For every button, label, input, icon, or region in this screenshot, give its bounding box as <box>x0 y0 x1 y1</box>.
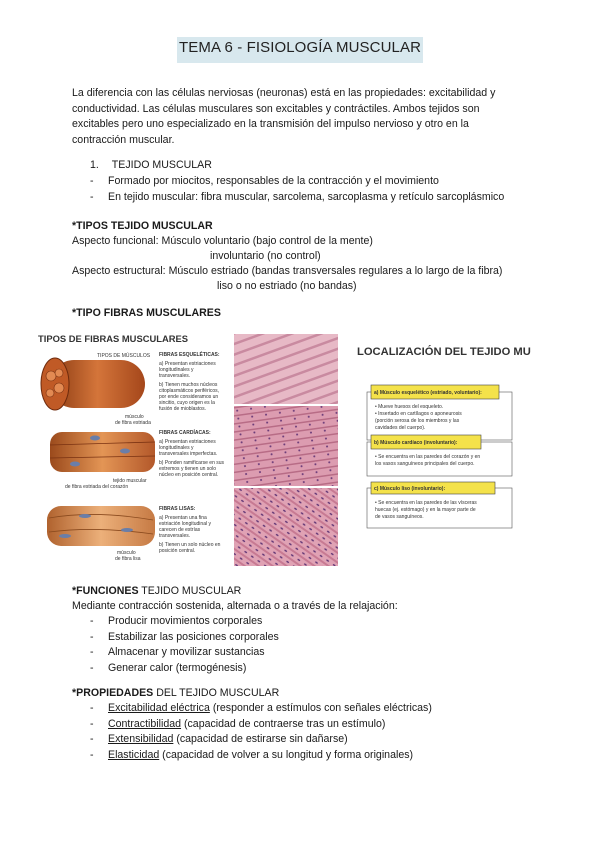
section-1-list <box>90 174 504 205</box>
list-item: - Generar calor (termogénesis) <box>90 661 279 677</box>
svg-text:posición central.: posición central. <box>159 548 196 554</box>
svg-text:longitudinales y: longitudinales y <box>159 367 194 373</box>
svg-text:longitudinales y: longitudinales y <box>159 445 194 451</box>
svg-text:a) Presentan una fina: a) Presentan una fina <box>159 515 207 521</box>
label-tejido: tejido muscular <box>113 478 147 484</box>
intro-line: excitables pero uno especializado en la transmisión del impulso nervioso y otro en la <box>72 118 469 130</box>
svg-text:carecen de estrías: carecen de estrías <box>159 527 201 533</box>
section-1-heading <box>90 158 212 174</box>
list-item <box>90 748 432 764</box>
list-item <box>90 732 432 748</box>
svg-text:estriación longitudinal y: estriación longitudinal y <box>159 521 211 527</box>
svg-text:huecas (ej. estómago) y en la: huecas (ej. estómago) y en la mayor parte de <box>375 507 476 513</box>
location-box-skeletal <box>367 385 512 440</box>
svg-text:sincitio, cuyo origen es la: sincitio, cuyo origen es la <box>159 400 215 406</box>
svg-text:b) Músculo cardíaco (involunta: b) Músculo cardíaco (involuntario): <box>374 440 458 446</box>
label-musculo: músculo <box>125 414 144 420</box>
propiedades-list <box>90 701 432 763</box>
location-box-cardiac <box>367 435 512 476</box>
heading-bold: *PROPIEDADES <box>72 687 154 699</box>
svg-text:citoplasmáticos periféricos,: citoplasmáticos periféricos, <box>159 388 220 394</box>
svg-text:transversales imperfectas.: transversales imperfectas. <box>159 451 218 457</box>
list-item: - Estabilizar las posiciones corporales <box>90 630 279 646</box>
list-item <box>90 701 432 717</box>
intro-paragraph <box>72 86 542 148</box>
property-desc: (capacidad de volver a su longitud y forma originales) <box>159 748 414 761</box>
tipos-line: liso o no estriado (no bandas) <box>217 280 357 292</box>
svg-text:b) Tienen muchos núcleos: b) Tienen muchos núcleos <box>159 382 218 388</box>
label-tipos: TIPOS DE MÚSCULOS <box>97 353 151 359</box>
svg-text:extremos y tienen un solo: extremos y tienen un solo <box>159 466 216 472</box>
property-desc: (capacidad de contraerse tras un estímulo) <box>181 717 386 730</box>
svg-text:FIBRAS ESQUELÉTICAS:: FIBRAS ESQUELÉTICAS: <box>159 352 220 358</box>
skeletal-muscle-drawing <box>41 358 145 410</box>
property-desc: (responder a estímulos con señales eléctricas) <box>209 702 432 714</box>
property-term: Contractibilidad <box>108 717 182 730</box>
location-box-smooth <box>367 482 512 528</box>
tipos-line: Aspecto estructural: Músculo estriado (bandas transversales regulares a lo largo de la fibra) <box>72 265 503 277</box>
list-item <box>90 717 432 733</box>
svg-text:transversales.: transversales. <box>159 533 191 539</box>
list-item: - En tejido muscular: fibra muscular, sarcolema, sarcoplasma y retículo sarcoplásmico <box>90 190 504 206</box>
skeletal-micrograph <box>234 334 338 404</box>
heading-rest: TEJIDO MUSCULAR <box>138 585 242 597</box>
svg-text:fusión de mioblastos.: fusión de mioblastos. <box>159 406 206 412</box>
svg-text:c) Músculo liso (involuntario): c) Músculo liso (involuntario): <box>374 486 446 492</box>
property-term: Extensibilidad <box>108 733 174 745</box>
property-term: Excitabilidad eléctrica <box>108 702 210 714</box>
smooth-micrograph <box>234 488 338 566</box>
tipos-heading: *TIPOS TEJIDO MUSCULAR <box>72 220 213 232</box>
svg-text:de vasos sanguíneos.: de vasos sanguíneos. <box>375 514 424 520</box>
list-item: - Producir movimientos corporales <box>90 614 279 630</box>
property-desc: (capacidad de estirarse sin dañarse) <box>173 733 348 745</box>
svg-text:transversales.: transversales. <box>159 373 191 379</box>
svg-text:• Insertado en cartílagos o ap: • Insertado en cartílagos o aponeurosis <box>375 411 462 417</box>
tipos-line: involuntario (no control) <box>210 250 321 262</box>
muscle-fiber-figure <box>35 330 565 570</box>
svg-text:por ende consideramos un: por ende consideramos un <box>159 394 219 400</box>
label-fibra-lisa-1: músculo <box>117 550 136 556</box>
svg-text:núcleo en posición central.: núcleo en posición central. <box>159 472 219 478</box>
label-fibra-lisa-2: de fibra lisa <box>115 556 141 562</box>
svg-text:FIBRAS LISAS:: FIBRAS LISAS: <box>159 506 196 512</box>
svg-text:a) Presentan estriaciones: a) Presentan estriaciones <box>159 361 216 367</box>
svg-text:• Mueve huesos del esqueleto.: • Mueve huesos del esqueleto. <box>375 404 444 410</box>
heading-bold: *FUNCIONES <box>72 585 139 597</box>
svg-text:a) Músculo esquelético (estria: a) Músculo esquelético (estriado, voluntario): <box>374 390 482 396</box>
label-fibra-corazon: de fibra estriada del corazón <box>65 484 129 490</box>
svg-text:(porción serosa de los miembro: (porción serosa de los miembros y las <box>375 418 460 424</box>
svg-text:los vasos sanguíneos principal: los vasos sanguíneos principales del cuerpo. <box>375 461 475 467</box>
section-title: TEJIDO MUSCULAR <box>111 159 212 171</box>
funciones-heading <box>72 584 241 600</box>
svg-text:b) Ponden ramificarse en sus: b) Ponden ramificarse en sus <box>159 460 225 466</box>
propiedades-heading <box>72 686 279 702</box>
section-number: 1. <box>90 159 99 171</box>
svg-text:cavidades del cuerpo).: cavidades del cuerpo). <box>375 425 426 431</box>
property-term: Elasticidad <box>108 748 160 761</box>
svg-text:FIBRAS CARDÍACAS:: FIBRAS CARDÍACAS: <box>159 430 211 436</box>
svg-text:• Se encuentra en las paredes: • Se encuentra en las paredes de las vísceras <box>375 500 477 506</box>
right-figure-title: LOCALIZACIÓN DEL TEJIDO MU <box>357 346 531 358</box>
svg-text:b) Tienen un solo núcleo en: b) Tienen un solo núcleo en <box>159 542 221 548</box>
heading-rest: DEL TEJIDO MUSCULAR <box>153 687 280 699</box>
smooth-muscle-drawing <box>47 506 155 546</box>
intro-line: contracción muscular. <box>72 133 175 146</box>
list-item: - Formado por miocitos, responsables de la contracción y el movimiento <box>90 174 504 190</box>
list-item: - Almacenar y movilizar sustancias <box>90 645 279 661</box>
svg-text:a) Presentan estriaciones: a) Presentan estriaciones <box>159 439 216 445</box>
page-title: TEMA 6 - FISIOLOGÍA MUSCULAR <box>178 39 422 56</box>
label-fibra-estriada: de fibra estriada <box>115 420 151 426</box>
left-figure-title: TIPOS DE FIBRAS MUSCULARES <box>38 333 189 344</box>
intro-line: conductividad. Las células musculares son excitables y contráctiles. Ambos tejidos son <box>72 102 480 115</box>
cardiac-muscle-drawing <box>50 432 155 472</box>
funciones-list <box>90 614 279 676</box>
cardiac-micrograph <box>234 406 338 486</box>
tipos-line: Aspecto funcional: Músculo voluntario (bajo control de la mente) <box>72 235 373 247</box>
intro-line: La diferencia con las células nerviosas (neuronas) está en las propiedades: excitabilidad y <box>72 87 496 99</box>
fibras-heading: *TIPO FIBRAS MUSCULARES <box>72 307 221 319</box>
svg-text:• Se encuentra en las paredes: • Se encuentra en las paredes del corazón y en <box>375 454 481 460</box>
funciones-intro: Mediante contracción sostenida, alternada o a través de la relajación: <box>72 600 398 612</box>
figure-illustration <box>35 330 565 570</box>
